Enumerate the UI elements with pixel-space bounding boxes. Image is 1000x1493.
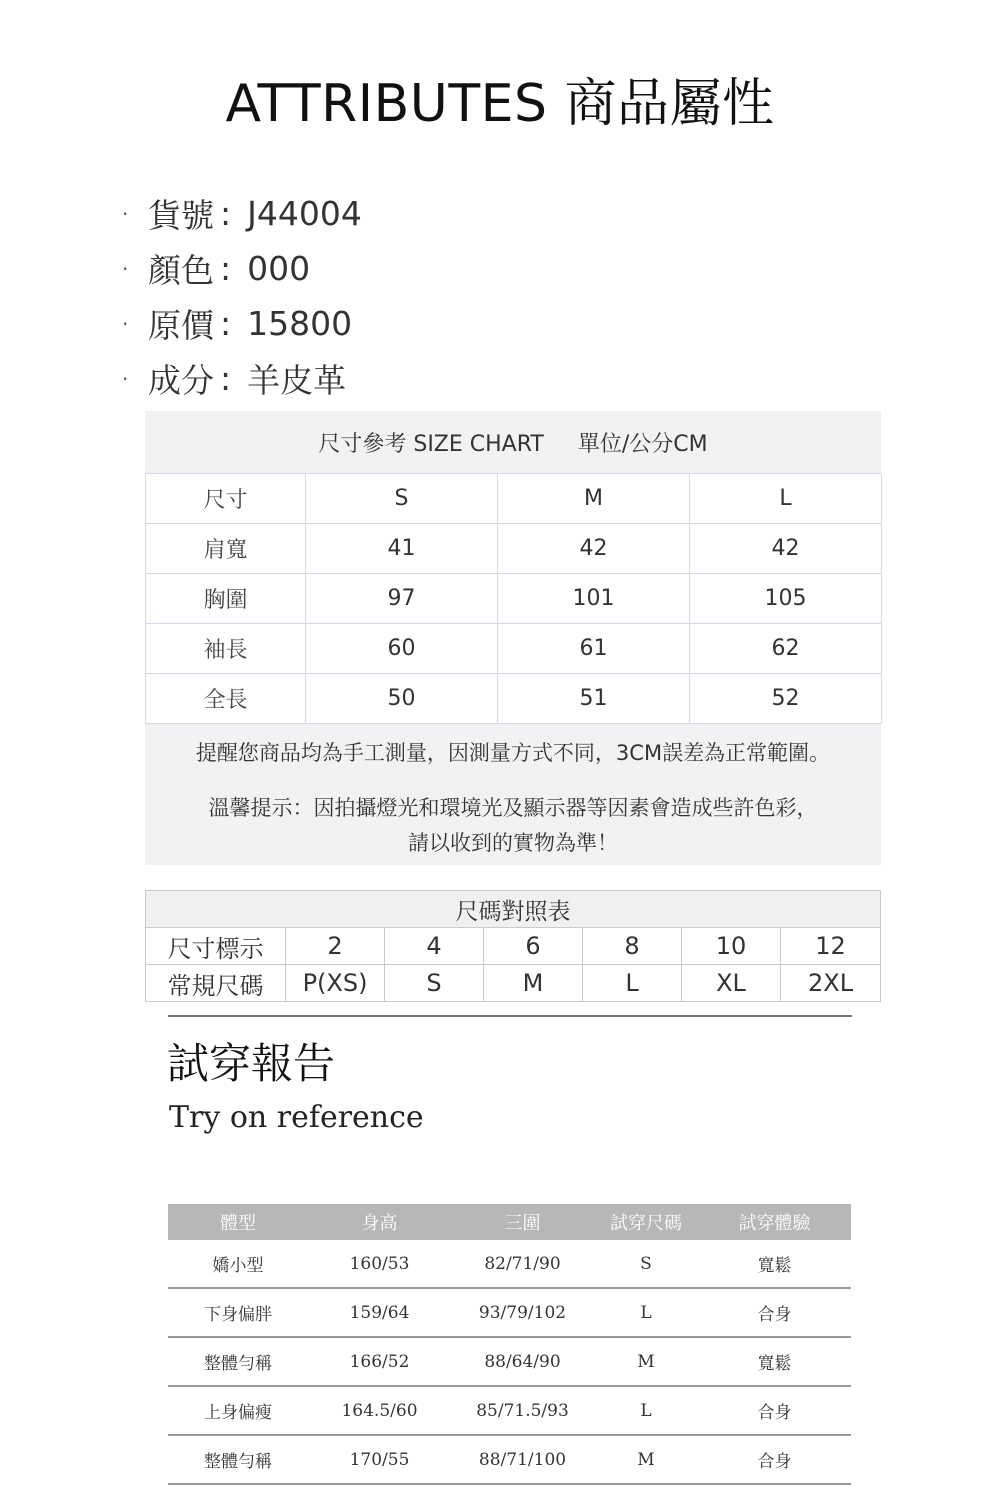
- table-cell: 2XL: [781, 965, 881, 1002]
- size-chart: [145, 411, 881, 865]
- table-row: [168, 1337, 851, 1386]
- attribute-item-sku: [122, 186, 362, 241]
- table-cell: 嬌小型: [168, 1240, 308, 1288]
- table-row: [146, 624, 882, 674]
- table-header-cell: 試穿體驗: [698, 1204, 851, 1240]
- table-row-label: 胸圍: [146, 574, 306, 624]
- table-header-cell: 體型: [168, 1204, 308, 1240]
- attribute-label: 原價: [148, 306, 214, 345]
- color-disclaimer: [145, 791, 881, 861]
- attribute-value: J44004: [247, 194, 362, 233]
- try-on-subtitle: Try on reference: [169, 1100, 424, 1135]
- conversion-title: 尺碼對照表: [146, 891, 881, 928]
- attribute-item-price: [122, 296, 362, 351]
- table-cell: 85/71.5/93: [451, 1386, 594, 1435]
- table-cell: 合身: [698, 1386, 851, 1435]
- table-cell: 42: [690, 524, 882, 574]
- table-cell: 62: [690, 624, 882, 674]
- table-cell: 50: [306, 674, 498, 724]
- section-divider: [168, 1015, 852, 1017]
- table-cell: 下身偏胖: [168, 1288, 308, 1337]
- table-row: [168, 1288, 851, 1337]
- size-chart-table: [145, 473, 882, 724]
- table-header-cell: S: [306, 474, 498, 524]
- table-cell: 合身: [698, 1435, 851, 1484]
- size-conversion-table: [145, 890, 880, 1002]
- table-cell: 166/52: [308, 1337, 451, 1386]
- measurement-note: 提醒您商品均為手工測量，因測量方式不同，3CM誤差為正常範圍。: [195, 741, 831, 765]
- table-cell: 159/64: [308, 1288, 451, 1337]
- table-cell: XL: [682, 965, 781, 1002]
- color-disclaimer-line: 溫馨提示：因拍攝燈光和環境光及顯示器等因素會造成些許色彩，: [208, 796, 818, 820]
- table-header-cell: 三圍: [451, 1204, 594, 1240]
- table-cell: 上身偏瘦: [168, 1386, 308, 1435]
- table-cell: 41: [306, 524, 498, 574]
- size-chart-unit: 單位/公分CM: [577, 431, 708, 457]
- bullet-icon: ·: [122, 256, 129, 281]
- table-cell: 10: [682, 928, 781, 965]
- table-row-label: 尺寸標示: [146, 928, 286, 965]
- table-cell: 2: [286, 928, 385, 965]
- table-cell: M: [594, 1337, 698, 1386]
- attribute-item-color: [122, 241, 362, 296]
- bullet-icon: ·: [122, 201, 129, 226]
- attribute-list: [122, 186, 362, 406]
- table-header-row: [168, 1204, 851, 1240]
- attribute-value: 15800: [247, 304, 353, 343]
- table-cell: 164.5/60: [308, 1386, 451, 1435]
- attribute-label: 貨號: [148, 196, 214, 235]
- table-row: [146, 965, 881, 1002]
- table-cell: 105: [690, 574, 882, 624]
- table-header-cell: L: [690, 474, 882, 524]
- table-row-label: 袖長: [146, 624, 306, 674]
- table-cell: 52: [690, 674, 882, 724]
- table-row: [146, 674, 882, 724]
- table-row: [168, 1240, 851, 1288]
- table-row: [146, 574, 882, 624]
- table-row-label: 肩寬: [146, 524, 306, 574]
- table-cell: 合身: [698, 1288, 851, 1337]
- table-cell: 82/71/90: [451, 1240, 594, 1288]
- attribute-value: 羊皮革: [247, 361, 347, 400]
- table-row-label: 全長: [146, 674, 306, 724]
- table-cell: 93/79/102: [451, 1288, 594, 1337]
- table-row: [168, 1386, 851, 1435]
- table-cell: 61: [498, 624, 690, 674]
- attribute-label: 顏色: [148, 251, 214, 290]
- bullet-icon: ·: [122, 366, 129, 391]
- color-disclaimer-line: 請以收到的實物為準！: [408, 831, 618, 855]
- table-cell: M: [594, 1435, 698, 1484]
- table-row-label: 常規尺碼: [146, 965, 286, 1002]
- table-cell: 101: [498, 574, 690, 624]
- table-header-cell: 身高: [308, 1204, 451, 1240]
- table-cell: 160/53: [308, 1240, 451, 1288]
- table-header-cell: M: [498, 474, 690, 524]
- table-row: [146, 474, 882, 524]
- bullet-icon: ·: [122, 311, 129, 336]
- table-cell: 整體勻稱: [168, 1435, 308, 1484]
- table-cell: 51: [498, 674, 690, 724]
- attribute-item-material: [122, 351, 362, 406]
- table-cell: 8: [583, 928, 682, 965]
- table-cell: S: [594, 1240, 698, 1288]
- table-row: [168, 1435, 851, 1484]
- table-row: [146, 891, 881, 928]
- try-on-title: 試穿報告: [167, 1039, 336, 1088]
- table-cell: 6: [484, 928, 583, 965]
- table-cell: M: [484, 965, 583, 1002]
- table-cell: 88/71/100: [451, 1435, 594, 1484]
- table-cell: 170/55: [308, 1435, 451, 1484]
- table-header-cell: 尺寸: [146, 474, 306, 524]
- table-row: [146, 524, 882, 574]
- table-cell: L: [594, 1386, 698, 1435]
- try-on-report-table: [168, 1204, 851, 1485]
- attribute-colon: :: [220, 304, 232, 343]
- table-row: [146, 928, 881, 965]
- table-cell: L: [583, 965, 682, 1002]
- table-cell: 97: [306, 574, 498, 624]
- attribute-colon: :: [220, 249, 232, 288]
- table-cell: 12: [781, 928, 881, 965]
- size-chart-header: [145, 411, 881, 473]
- table-cell: 88/64/90: [451, 1337, 594, 1386]
- table-cell: 60: [306, 624, 498, 674]
- size-chart-title: 尺寸參考 SIZE CHART: [318, 431, 544, 457]
- table-cell: 42: [498, 524, 690, 574]
- table-cell: L: [594, 1288, 698, 1337]
- table-cell: 寬鬆: [698, 1240, 851, 1288]
- page-title: ATTRIBUTES 商品屬性: [225, 74, 775, 134]
- attribute-label: 成分: [148, 361, 214, 400]
- table-cell: S: [385, 965, 484, 1002]
- attribute-value: 000: [247, 249, 311, 288]
- table-cell: 寬鬆: [698, 1337, 851, 1386]
- attribute-colon: :: [220, 194, 232, 233]
- table-cell: 4: [385, 928, 484, 965]
- table-cell: P(XS): [286, 965, 385, 1002]
- attribute-colon: :: [220, 359, 232, 398]
- table-header-cell: 試穿尺碼: [594, 1204, 698, 1240]
- table-cell: 整體勻稱: [168, 1337, 308, 1386]
